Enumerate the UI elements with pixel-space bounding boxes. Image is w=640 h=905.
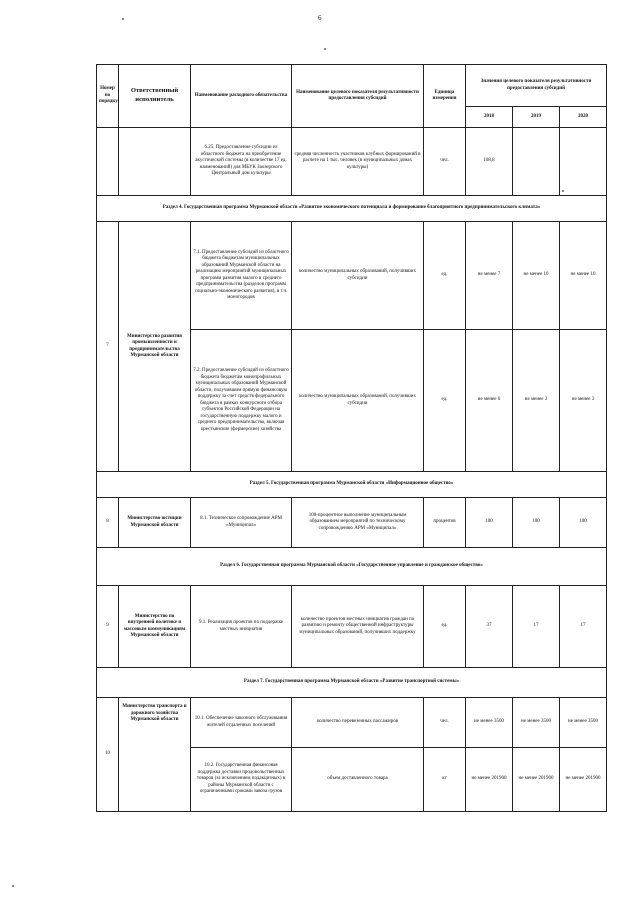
- obligation-cell: 9.1. Реализация проектов по поддержке местных инициатив: [191, 586, 292, 668]
- unit-cell: ед.: [424, 586, 466, 668]
- indicator-cell: количество муниципальных образований, получивших субсидии: [292, 222, 424, 330]
- header-values: Значения целевого показателя результативности предоставления субсидий: [466, 65, 607, 107]
- obligation-cell: 8.1. Техническое сопровождение АРМ «Муниципал»: [191, 498, 292, 548]
- section-row: [97, 548, 607, 586]
- value-2020: не менее 3: [560, 330, 607, 472]
- row-number: 7: [97, 222, 119, 472]
- section-7-title: Раздел 7. Государственная программа Мурманской области «Развитие транспортной системы»: [97, 668, 607, 698]
- unit-cell: ед.: [424, 330, 466, 472]
- obligation-cell: 7.1. Предоставление субсидий из областного бюджета бюджетам муниципальных образований Мурманской области на реализацию мероприятий муниципальных программ развития малого и среднего предпринимательства (разделов программ социально-экономического развития), в т.ч. моногородов: [191, 222, 292, 330]
- header-row: [97, 65, 607, 107]
- value-2018: 37: [466, 586, 513, 668]
- value-2020: не менее 3500: [560, 698, 607, 748]
- unit-cell: чел.: [424, 128, 466, 196]
- value-2020: 100: [560, 498, 607, 548]
- value-2018: 100: [466, 498, 513, 548]
- section-row: [97, 472, 607, 498]
- header-indicator: Наименование целевого показателя результативности предоставления субсидий: [292, 65, 424, 128]
- responsible-cell: Министерство транспорта и дорожного хозяйства Мурманской области: [119, 698, 191, 812]
- value-2020: не менее 10: [560, 222, 607, 330]
- indicator-cell: средняя численность участников клубных формирований в расчете на 1 тыс. человек (в муниципальных домах культуры): [292, 128, 424, 196]
- table-row: [97, 586, 607, 668]
- indicator-cell: количество проектов местных инициатив граждан по развитию и ремонту общественной инфраструктуры муниципальных образований, получивших поддержку: [292, 586, 424, 668]
- section-5-title: Раздел 5. Государственная программа Мурманской области «Информационное общество»: [97, 472, 607, 498]
- value-2018: 108,8: [466, 128, 513, 196]
- value-2019: [513, 128, 560, 196]
- scan-speck: [562, 190, 564, 192]
- row-number: 9: [97, 586, 119, 668]
- value-2018: не менее 201900: [466, 748, 513, 812]
- value-2020: 17: [560, 586, 607, 668]
- table-row: [97, 222, 607, 330]
- unit-cell: ед.: [424, 222, 466, 330]
- value-2018: не менее 3500: [466, 698, 513, 748]
- indicator-cell: 100-процентное выполнение муниципальным образованием мероприятий по техническому сопровождению АРМ «Муниципал»: [292, 498, 424, 548]
- value-2019: не менее 201900: [513, 748, 560, 812]
- row-number: 10: [97, 698, 119, 812]
- section-row: [97, 196, 607, 222]
- value-2018: не менее 6: [466, 330, 513, 472]
- indicator-cell: количество муниципальных образований, получивших субсидии: [292, 330, 424, 472]
- row-number: [97, 128, 119, 196]
- subsidy-indicators-table: [96, 64, 607, 812]
- obligation-cell: 6.25. Предоставление субсидии из областного бюджета на приобретение акустической системы (в количестве 17 ед. наименований) для МБУК Заозерского Центральный дом культуры: [191, 128, 292, 196]
- scan-speck: [12, 885, 14, 887]
- obligation-cell: 7.2. Предоставление субсидий из областного бюджета бюджетам монопрофильных муниципальных образований Мурманской области, получившим прямую финансовую поддержку за счет средств федерального бюджета в рамках конкурсного отбора субъектов Российской Федерации на государственную поддержку малого и среднего предпринимательства, включая крестьянские (фермерские) хозяйства: [191, 330, 292, 472]
- table-row: [97, 698, 607, 748]
- section-row: [97, 668, 607, 698]
- obligation-cell: 10.1. Обеспечение завозного обслуживания жителей отдаленных поселений: [191, 698, 292, 748]
- table-row: [97, 128, 607, 196]
- page-number: 6: [318, 14, 322, 22]
- responsible-cell: Министерство по внутренней политике и массовым коммуникациям Мурманской области: [119, 586, 191, 668]
- unit-cell: чел.: [424, 698, 466, 748]
- header-responsible: Ответственный исполнитель: [119, 65, 191, 128]
- header-num: Номер по порядку: [97, 65, 119, 128]
- scan-speck: [122, 18, 124, 20]
- row-number: 8: [97, 498, 119, 548]
- obligation-cell: 10.2. Государственная финансовая поддержка доставки продовольственных товаров (за исключением подакцизных) в районы Мурманской области с ограниченными сроками завоза грузов: [191, 748, 292, 812]
- responsible-cell: Министерство развития промышленности и предпринимательства Мурманской области: [119, 222, 191, 472]
- indicator-cell: количество перевезенных пассажиров: [292, 698, 424, 748]
- header-year-2020: 2020: [560, 107, 607, 128]
- value-2019: не менее 3: [513, 330, 560, 472]
- table-row: [97, 498, 607, 548]
- header-year-2018: 2018: [466, 107, 513, 128]
- value-2019: 17: [513, 586, 560, 668]
- section-6-title: Раздел 6. Государственная программа Мурманской области «Государственное управление и гражданское общество»: [97, 548, 607, 586]
- value-2020: не менее 201900: [560, 748, 607, 812]
- responsible-cell: Министерство юстиции Мурманской области: [119, 498, 191, 548]
- value-2019: не менее 10: [513, 222, 560, 330]
- section-4-title: Раздел 4. Государственная программа Мурманской области «Развитие экономического потенциала и формирование благоприятного предпринимательского климата»: [97, 196, 607, 222]
- header-obligation: Наименование расходного обязательства: [191, 65, 292, 128]
- value-2018: не менее 7: [466, 222, 513, 330]
- header-unit: Единица измерения: [424, 65, 466, 128]
- unit-cell: процентов: [424, 498, 466, 548]
- header-year-2019: 2019: [513, 107, 560, 128]
- scan-speck: [324, 48, 326, 50]
- unit-cell: кг: [424, 748, 466, 812]
- indicator-cell: объем доставленного товара: [292, 748, 424, 812]
- value-2019: не менее 3500: [513, 698, 560, 748]
- value-2020: [560, 128, 607, 196]
- responsible-cell: [119, 128, 191, 196]
- value-2019: 100: [513, 498, 560, 548]
